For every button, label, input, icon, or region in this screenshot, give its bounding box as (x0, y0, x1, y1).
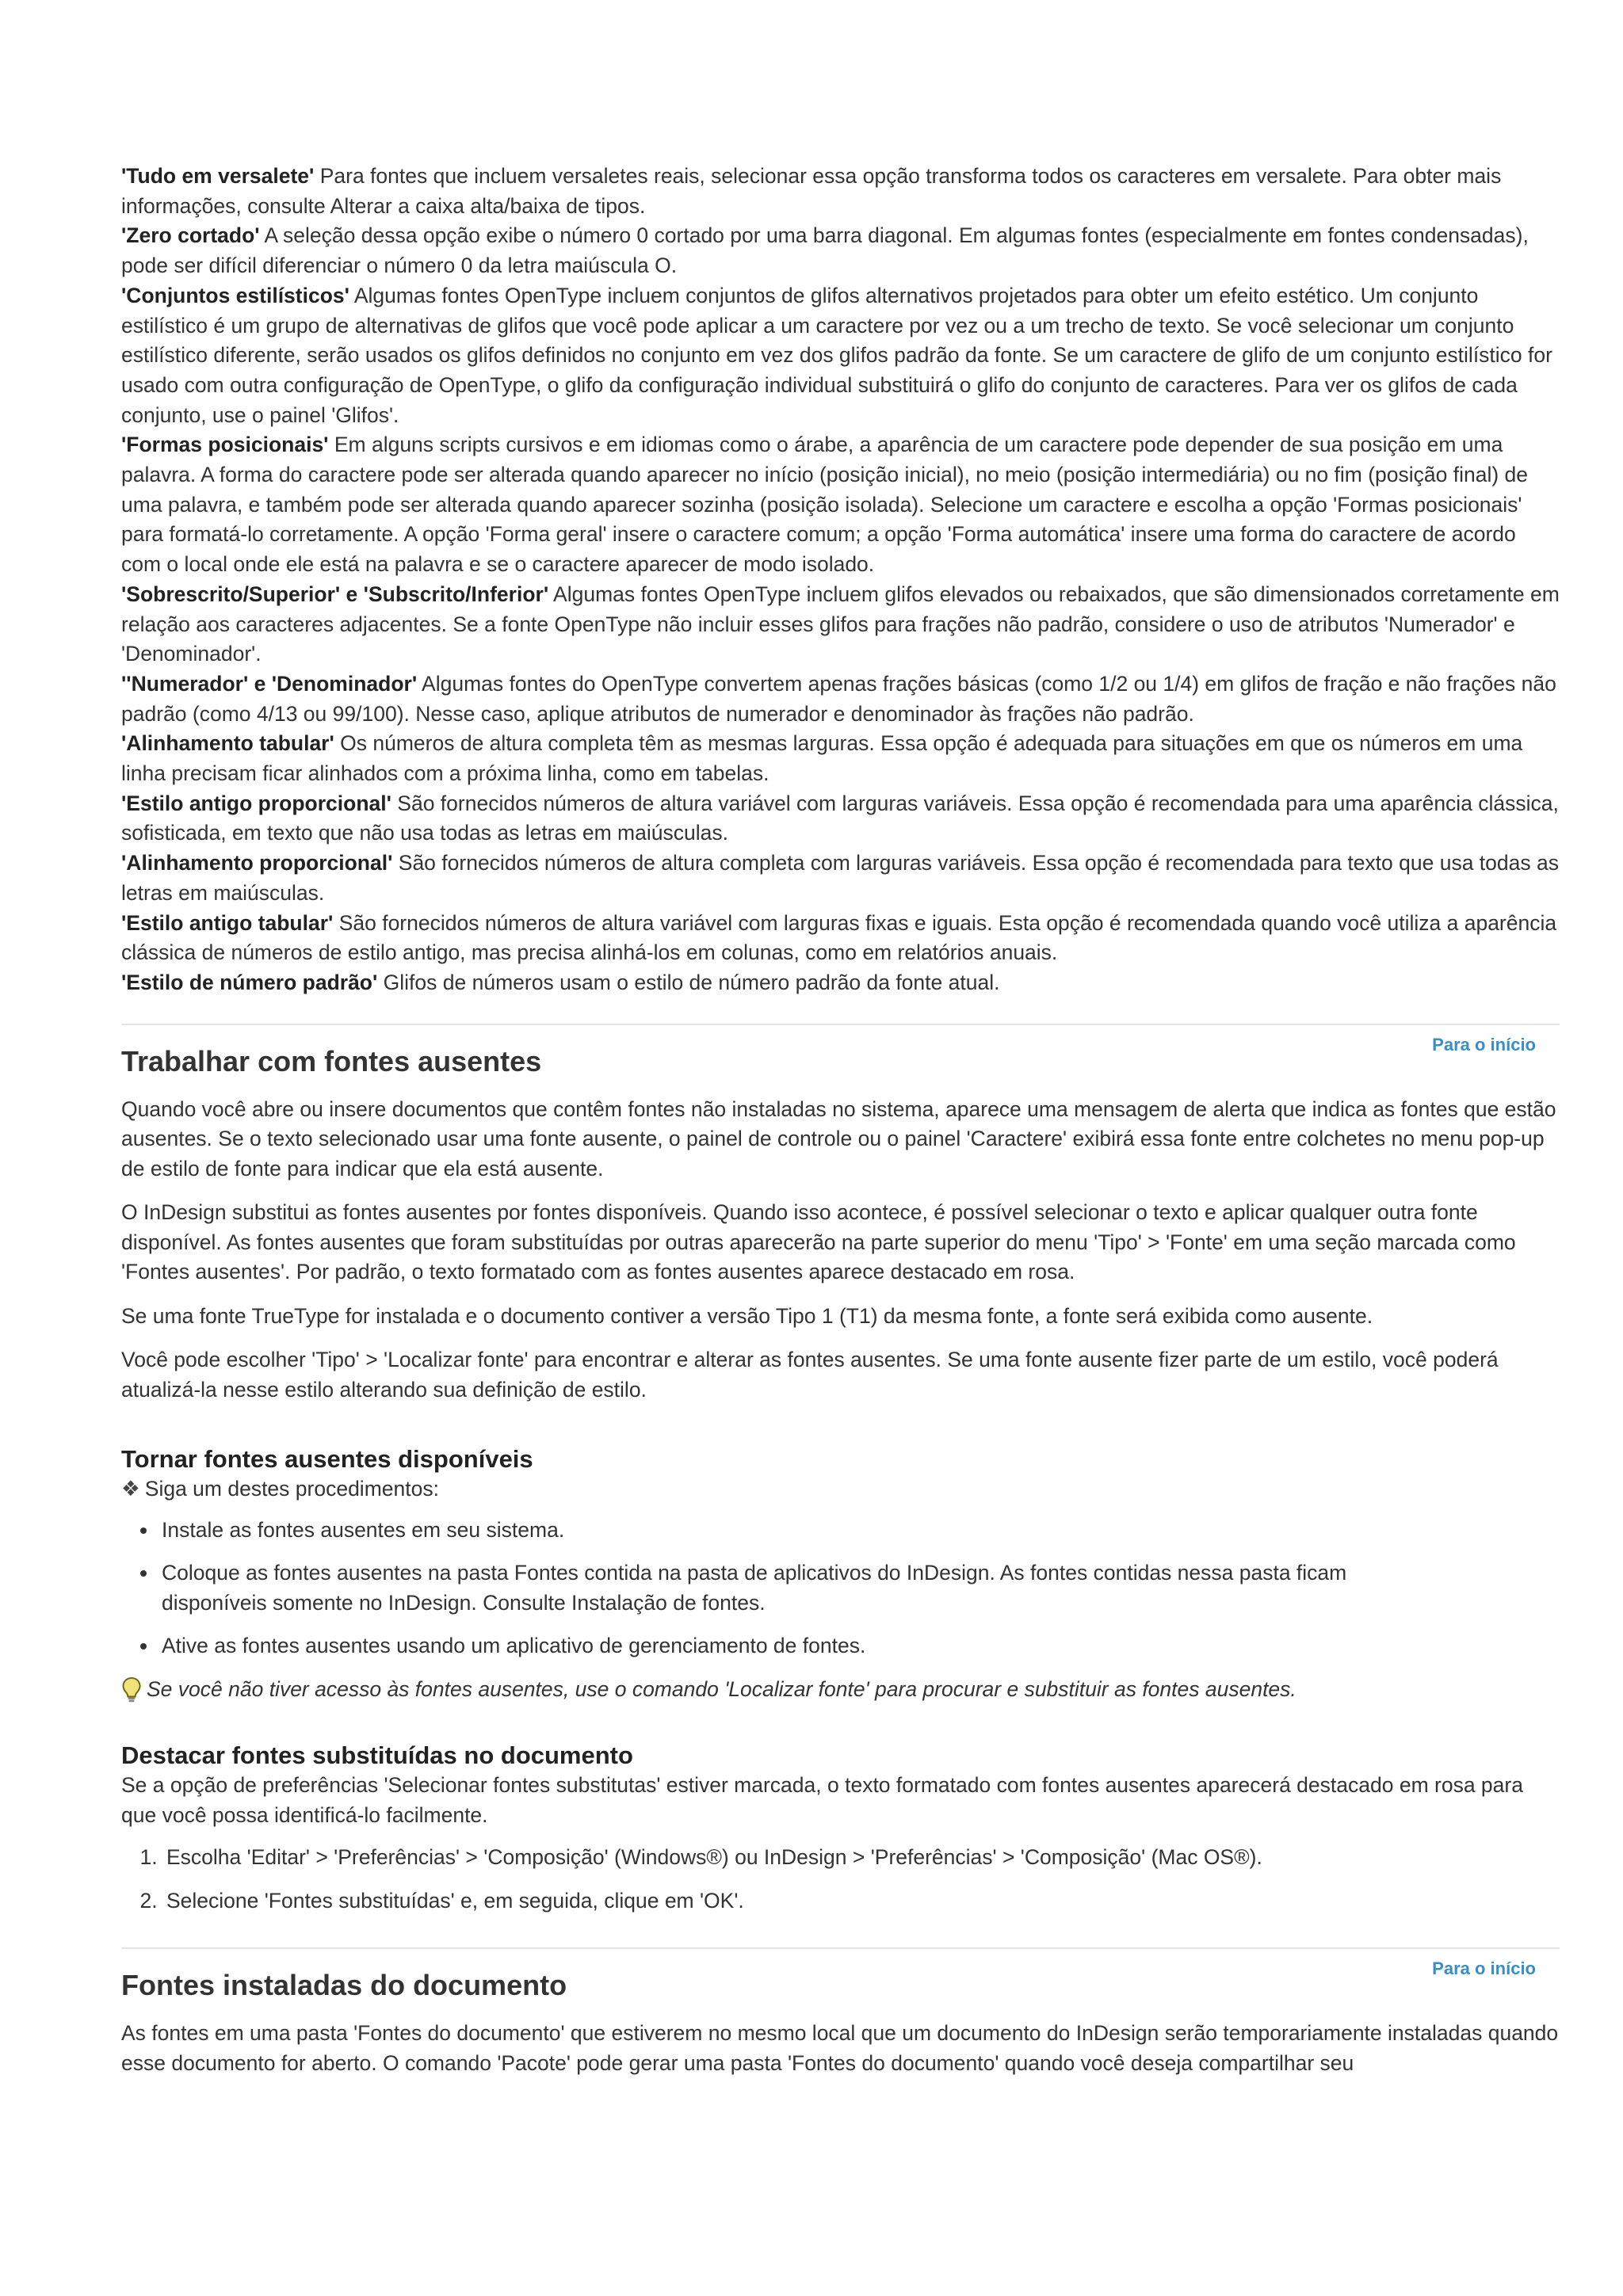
tip-note (121, 1675, 1560, 1705)
section-heading: Fontes instaladas do documento (121, 1969, 567, 2002)
section-document-installed-fonts (121, 1947, 1560, 2078)
paragraph: O InDesign substitui as fontes ausentes por fontes disponíveis. Quando isso acontece, é possível selecionar o texto e aplicar qualquer outra fonte disponível. As fontes ausentes que foram substituídas por outras aparecerão na parte superior do menu 'Tipo' > 'Fonte' em uma seção marcada como 'Fontes ausentes'. Por padrão, o texto formatado com as fontes ausentes aparece destacado em rosa. (121, 1200, 1516, 1284)
definition-item (121, 162, 1560, 221)
definition-item (121, 580, 1560, 669)
paragraph: Se uma fonte TrueType for instalada e o documento contiver a versão Tipo 1 (T1) da mesma fonte, a fonte será exibida como ausente. (121, 1303, 1373, 1328)
definition-list (121, 162, 1560, 998)
definition-item (121, 789, 1560, 849)
subsection-heading: Destacar fontes substituídas no documento (121, 1741, 633, 1770)
step-diamond-icon: ❖ (121, 1477, 140, 1501)
definition-text: Para fontes que incluem versaletes reais, selecionar essa opção transforma todos os caracteres em versalete. Para obter mais informações, consulte Alterar a caixa alta/baixa de tipos. (121, 164, 1502, 218)
definition-text: Algumas fontes OpenType incluem glifos elevados ou rebaixados, que são dimensionados corretamente em relação aos caracteres adjacentes. Se a fonte OpenType não incluir esses glifos para frações não padrão, considere o uso de atributos 'Numerador' e 'Denominador'. (121, 582, 1560, 666)
list-item: • Instale as fontes ausentes em seu sistema. (158, 1516, 1560, 1546)
definition-item (121, 221, 1560, 280)
paragraph: Se a opção de preferências 'Selecionar fontes substitutas' estiver marcada, o texto formatado com fontes ausentes aparecerá destacado em rosa para que você possa identificá-lo facilmente. (121, 1773, 1523, 1827)
definition-term: 'Formas posicionais' (121, 433, 329, 457)
paragraph: As fontes em uma pasta 'Fontes do documento' que estiverem no mesmo local que um documento do InDesign serão temporariamente instaladas quando esse documento for aberto. O comando 'Pacote' pode gerar uma pasta 'Fontes do documento' quando você deseja compartilhar seu (121, 2021, 1559, 2075)
definition-term: 'Sobrescrito/Superior' e 'Subscrito/Inferior' (121, 582, 549, 606)
definition-term: 'Alinhamento proporcional' (121, 851, 393, 875)
definition-term: 'Zero cortado' (121, 223, 260, 248)
definition-term: 'Estilo antigo proporcional' (121, 791, 391, 815)
definition-term: 'Estilo antigo tabular' (121, 910, 334, 935)
definition-item (121, 669, 1560, 729)
definition-item (121, 729, 1560, 788)
definition-text: São fornecidos números de altura variável com larguras variáveis. Essa opção é recomendada para uma aparência clássica, sofisticada, em texto que não usa todas as letras em maiúsculas. (121, 791, 1559, 845)
definition-term: 'Conjuntos estilísticos' (121, 283, 349, 307)
section-heading: Trabalhar com fontes ausentes (121, 1044, 542, 1077)
definition-text: Glifos de números usam o estilo de número padrão da fonte atual. (377, 970, 1000, 994)
paragraph: Quando você abre ou insere documentos que contêm fontes não instaladas no sistema, aparece uma mensagem de alerta que indica as fontes que estão ausentes. Se o texto selecionado usar uma fonte ausente, o painel de controle ou o painel 'Caractere' exibirá essa fonte entre colchetes no menu pop-up de estilo de fonte para indicar que ela está ausente. (121, 1097, 1556, 1180)
definition-item (121, 849, 1560, 908)
definition-text: Algumas fontes do OpenType convertem apenas frações básicas (como 1/2 ou 1/4) em glifos de fração e não frações não padrão (como 4/13 ou 99/100). Nesse caso, aplique atributos de numerador e denominador às frações não padrão. (121, 671, 1556, 726)
section-missing-fonts (121, 1024, 1560, 1917)
definition-text: Em alguns scripts cursivos e em idiomas como o árabe, a aparência de um caractere pode depender de sua posição em uma palavra. A forma do caractere pode ser alterada quando aparecer no início (posição inicial), no meio (posição intermediária) ou no fim (posição final) de uma palavra, e também pode ser alterada quando aparecer sozinha (posição isolada). Selecione um caractere e escolha a opção 'Formas posicionais' para formatá-lo corretamente. A opção 'Forma geral' insere o caractere comum; a opção 'Forma automática' insere uma forma do caractere de acordo com o local onde ele está na palavra e se o caractere aparecer de modo isolado. (121, 433, 1528, 577)
definition-item (121, 909, 1560, 968)
paragraph: Você pode escolher 'Tipo' > 'Localizar fonte' para encontrar e alterar as fontes ausentes. Se uma fonte ausente fizer parte de um estilo, você poderá atualizá-la nesse estilo alterando sua definição de estilo. (121, 1348, 1499, 1402)
procedure-intro (121, 1474, 1560, 1505)
procedure-intro-text: Siga um destes procedimentos: (144, 1477, 439, 1501)
definition-text: São fornecidos números de altura variável com larguras fixas e iguais. Esta opção é recomendada quando você utiliza a aparência clássica de números de estilo antigo, mas precisa alinhá-los em colunas, como em relatórios anuais. (121, 910, 1557, 965)
definition-term: ''Numerador' e 'Denominador' (121, 671, 418, 696)
numbered-steps (121, 1843, 1560, 1916)
definition-item (121, 968, 1560, 998)
lightbulb-icon (121, 1676, 142, 1703)
definition-item (121, 430, 1560, 580)
definition-item (121, 281, 1560, 431)
bullet-list (121, 1516, 1560, 1661)
back-to-top-link[interactable]: Para o início (1432, 1034, 1536, 1055)
definition-text: Algumas fontes OpenType incluem conjuntos de glifos alternativos projetados para obter um efeito estético. Um conjunto estilístico é um grupo de alternativas de glifos que você pode aplicar a um caractere por vez ou a um trecho de texto. Se você selecionar um conjunto estilístico diferente, serão usados os glifos definidos no conjunto em vez dos glifos padrão da fonte. Se um caractere de glifo de um conjunto estilístico for usado com outra configuração de OpenType, o glifo da configuração individual substituirá o glifo do conjunto de caracteres. Para ver os glifos de cada conjunto, use o painel 'Glifos'. (121, 283, 1552, 427)
list-item: • Coloque as fontes ausentes na pasta Fontes contida na pasta de aplicativos do InDesign. As fontes contidas nessa pasta ficam disponíveis somente no InDesign. Consulte Instalação de fontes. (158, 1558, 1398, 1618)
content-column (121, 162, 1560, 2078)
tip-text: Se você não tiver acesso às fontes ausentes, use o comando 'Localizar fonte' para procurar e substituir as fontes ausentes. (147, 1676, 1296, 1701)
step-item: 2. Selecione 'Fontes substituídas' e, em seguida, clique em 'OK'. (163, 1886, 1560, 1917)
list-item: • Ative as fontes ausentes usando um aplicativo de gerenciamento de fontes. (158, 1631, 1560, 1661)
definition-term: 'Tudo em versalete' (121, 164, 315, 188)
definition-term: 'Estilo de número padrão' (121, 970, 378, 994)
definition-text: São fornecidos números de altura completa com larguras variáveis. Essa opção é recomendada para texto que usa todas as letras em maiúsculas. (121, 851, 1559, 905)
back-to-top-link[interactable]: Para o início (1432, 1958, 1536, 1979)
subsection-heading: Tornar fontes ausentes disponíveis (121, 1445, 533, 1474)
definition-text: Os números de altura completa têm as mesmas larguras. Essa opção é adequada para situações em que os números em uma linha precisam ficar alinhados com a próxima linha, como em tabelas. (121, 731, 1523, 786)
definition-text: A seleção dessa opção exibe o número 0 cortado por uma barra diagonal. Em algumas fontes (especialmente em fontes condensadas), pode ser difícil diferenciar o número 0 da letra maiúscula O. (121, 223, 1529, 278)
step-item: 1. Escolha 'Editar' > 'Preferências' > 'Composição' (Windows®) ou InDesign > 'Preferências' > 'Composição' (Mac OS®). (163, 1843, 1560, 1873)
definition-term: 'Alinhamento tabular' (121, 731, 334, 756)
